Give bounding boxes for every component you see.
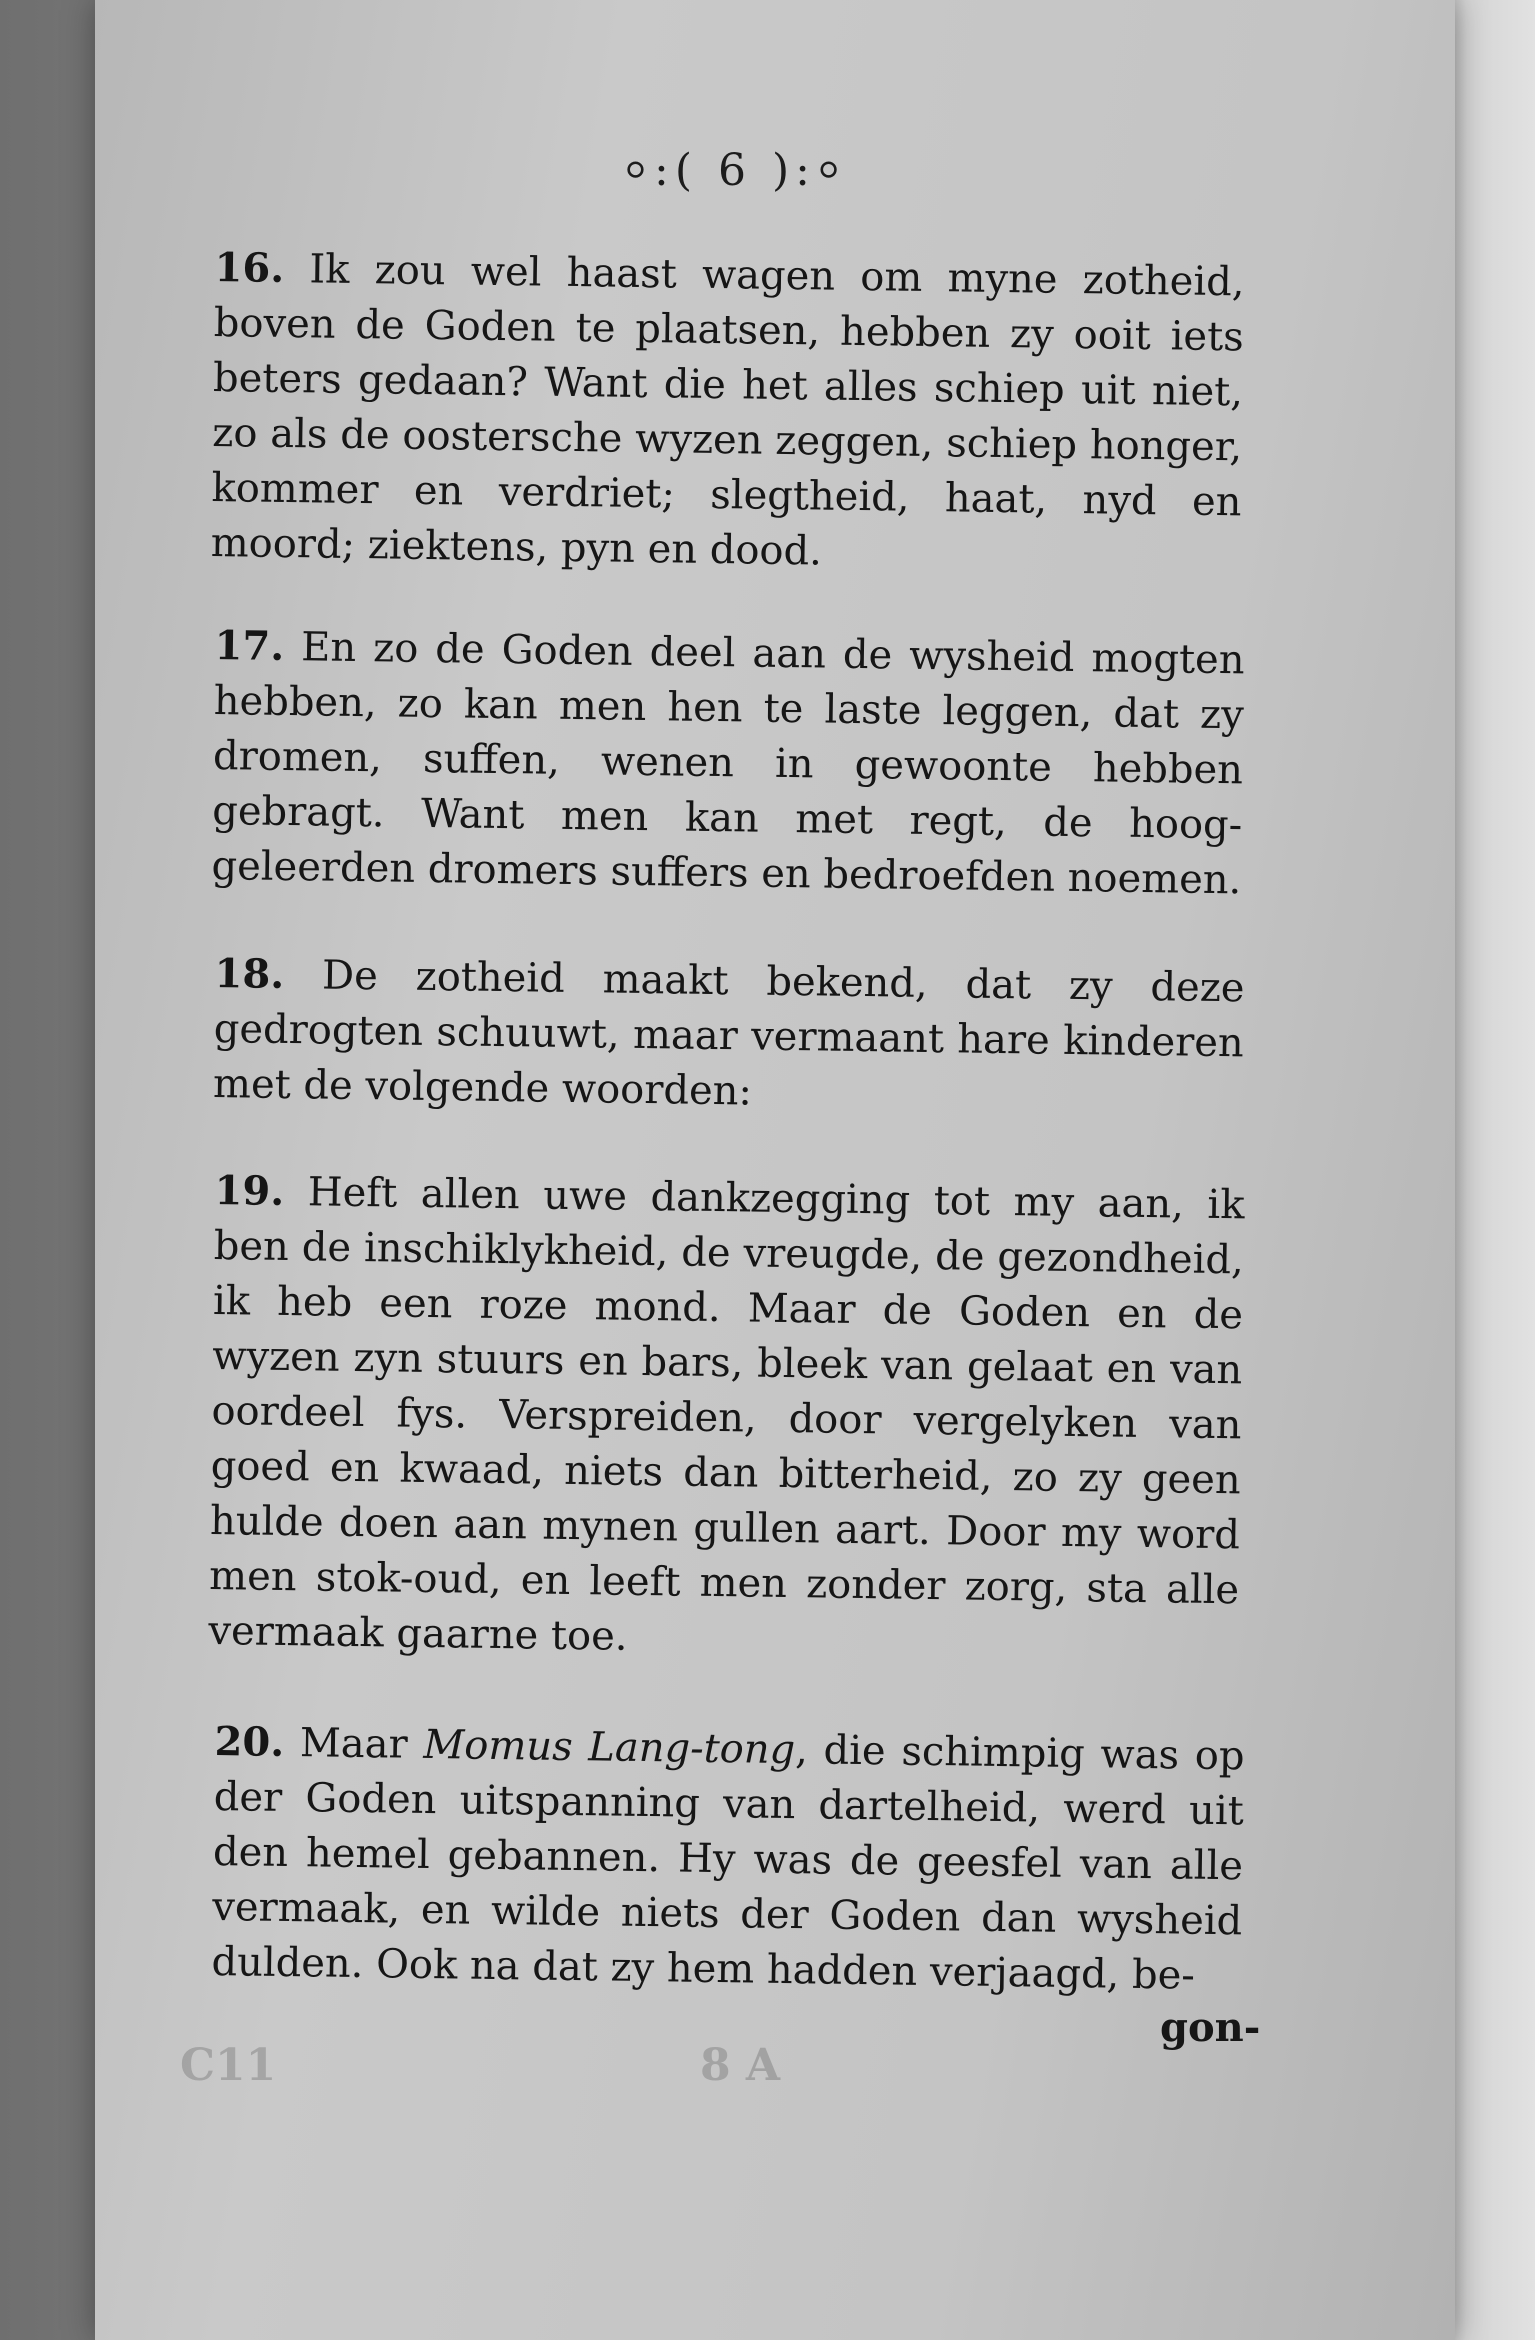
paragraph-number: 16. <box>214 243 285 292</box>
paragraph-text-after: , die schimpig was op der Goden uitspanning van dartelheid, werd uit den hemel gebannen. Hy was de geesfel van alle vermaak, en wilde niets der Goden dan wysheid dulden. Ook na dat zy hem hadden verjaagd, be- <box>211 1727 1245 1999</box>
paragraph-number: 18. <box>214 949 285 998</box>
header-right-ornament: ):⸰ <box>772 145 848 196</box>
paragraph-number: 19. <box>214 1166 285 1215</box>
bleed-through-signature: C11 <box>180 2040 277 2091</box>
paragraph-text: En zo de Goden deel aan de wysheid mogten hebben, zo kan men hen te laste leggen, dat zy dromen, suffen, wenen in gewoonte hebben gebragt. Want men kan met regt, de hoog-geleerden dromers suffers en bedroefden noemen. <box>211 624 1245 904</box>
paragraph-number: 20. <box>214 1717 285 1766</box>
header-left-ornament: ⸰:( <box>622 145 698 196</box>
bleed-through-mark: 8 A <box>700 2040 781 2091</box>
paragraph-italic-name: Momus Lang-tong <box>423 1721 796 1774</box>
paragraph-number: 17. <box>214 621 285 670</box>
catchword: gon- <box>1160 2004 1261 2051</box>
paragraph-text: Ik zou wel haast wagen om myne zotheid, boven de Goden te plaatsen, hebben zy ooit iets beters gedaan? Want die het alles schiep uit niet, zo als de oostersche wyzen zeggen, schiep honger, kommer en verdriet; slegtheid, haat, nyd en moord; ziektens, pyn en dood. <box>210 246 1245 575</box>
page-number: 6 <box>718 145 752 196</box>
page-header <box>555 138 915 198</box>
paragraph-20 <box>211 1714 1245 2004</box>
paragraph-19 <box>208 1163 1245 1673</box>
paragraph-text-before: Maar <box>299 1720 409 1768</box>
paragraph-16 <box>210 240 1245 585</box>
paragraph-18 <box>213 946 1245 1126</box>
paragraph-text: Heft allen uwe dankzegging tot my aan, ik ben de inschiklykheid, de vreugde, de gezondheid, ik heb een roze mond. Maar de Goden en de wyzen zyn stuurs en bars, bleek van gelaat en van oordeel fys. Verspreiden, door vergelyken van goed en kwaad, niets dan bitterheid, zo zy geen hulde doen aan mynen gullen aart. Door my word men stok-oud, en leeft men zonder zorg, sta alle vermaak gaarne toe. <box>208 1169 1245 1660</box>
paragraph-17 <box>211 618 1245 908</box>
paragraph-text: De zotheid maakt bekend, dat zy deze gedrogten schuuwt, maar vermaant hare kinderen met de volgende woorden: <box>212 952 1245 1115</box>
